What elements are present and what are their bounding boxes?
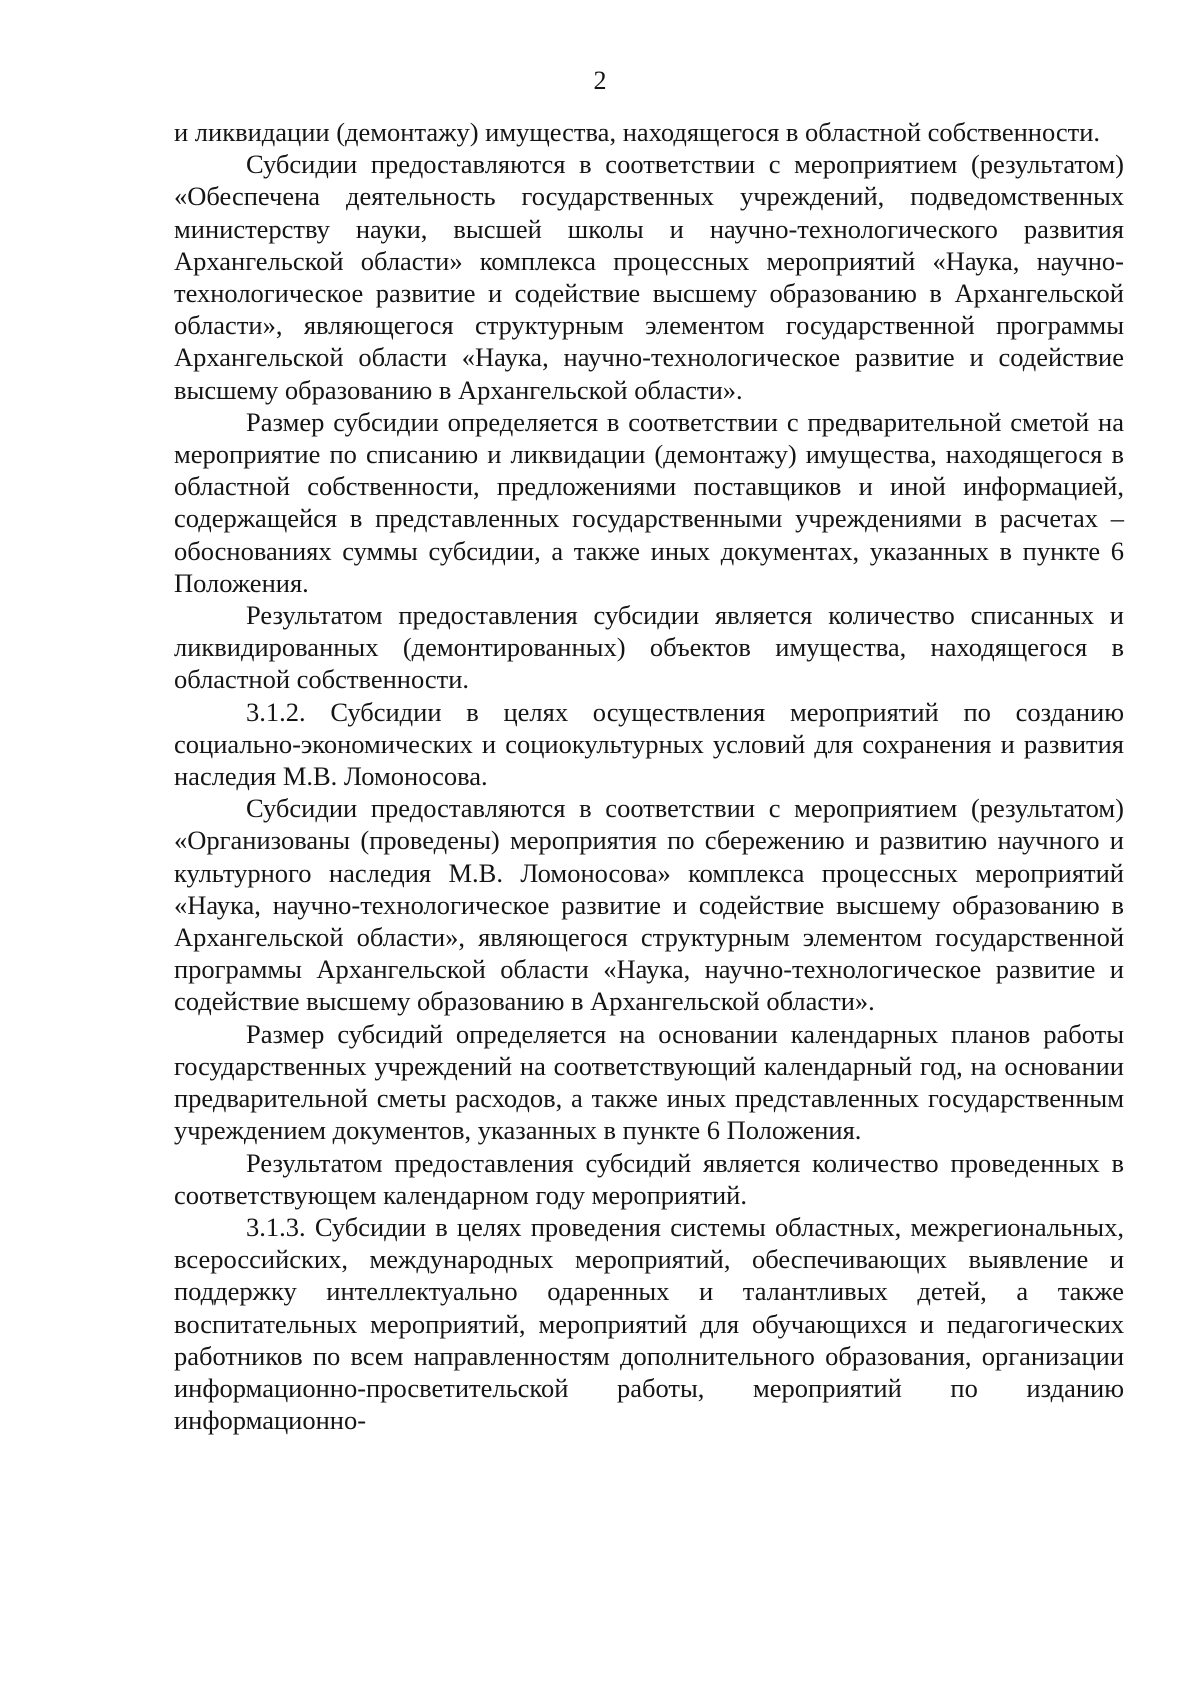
- paragraph: Размер субсидии определяется в соответствии с предварительной сметой на мероприятие по списанию и ликвидации (демонтажу) имущества, находящегося в областной собственности, предложениями поставщиков и иной информацией, содержащейся в представленных государственными учреждениями в расчетах – обоснованиях суммы субсидии, а также иных документах, указанных в пункте 6 Положения.: [174, 406, 1124, 598]
- paragraph: Размер субсидий определяется на основании календарных планов работы государственных учреждений на соответствующий календарный год, на основании предварительной сметы расходов, а также иных представленных государственным учреждением документов, указанных в пункте 6 Положения.: [174, 1018, 1124, 1146]
- paragraph-section-3-1-3: 3.1.3. Субсидии в целях проведения системы областных, межрегиональных, всероссийских, международных мероприятий, обеспечивающих выявление и поддержку интеллектуально одаренных и талантливых детей, а также воспитательных мероприятий, мероприятий для обучающихся и педагогических работников по всем направленностям дополнительного образования, организации информационно-просветительской работы, мероприятий по изданию информационно-: [174, 1211, 1124, 1436]
- paragraph: Результатом предоставления субсидий является количество проведенных в соответствующем календарном году мероприятий.: [174, 1147, 1124, 1210]
- paragraph-section-3-1-2: 3.1.2. Субсидии в целях осуществления мероприятий по созданию социально-экономических и социокультурных условий для сохранения и развития наследия М.В. Ломоносова.: [174, 696, 1124, 792]
- document-body: [174, 116, 1124, 1436]
- page-number: 2: [593, 66, 607, 95]
- paragraph-continuation: и ликвидации (демонтажу) имущества, находящегося в областной собственности.: [174, 117, 1101, 147]
- paragraph: Субсидии предоставляются в соответствии с мероприятием (результатом) «Организованы (проведены) мероприятия по сбережению и развитию научного и культурного наследия М.В. Ломоносова» комплекса процессных мероприятий «Наука, научно-технологическое развитие и содействие высшему образованию в Архангельской области», являющегося структурным элементом государственной программы Архангельской области «Наука, научно-технологическое развитие и содействие высшему образованию в Архангельской области».: [174, 793, 1124, 1017]
- paragraph: Субсидии предоставляются в соответствии с мероприятием (результатом) «Обеспечена деятельность государственных учреждений, подведомственных министерству науки, высшей школы и научно-технологического развития Архангельской области» комплекса процессных мероприятий «Наука, научно-технологическое развитие и содействие высшему образованию в Архангельской области», являющегося структурным элементом государственной программы Архангельской области «Наука, научно-технологическое развитие и содействие высшему образованию в Архангельской области».: [174, 149, 1124, 405]
- paragraph: Результатом предоставления субсидии является количество списанных и ликвидированных (демонтированных) объектов имущества, находящегося в областной собственности.: [174, 600, 1124, 695]
